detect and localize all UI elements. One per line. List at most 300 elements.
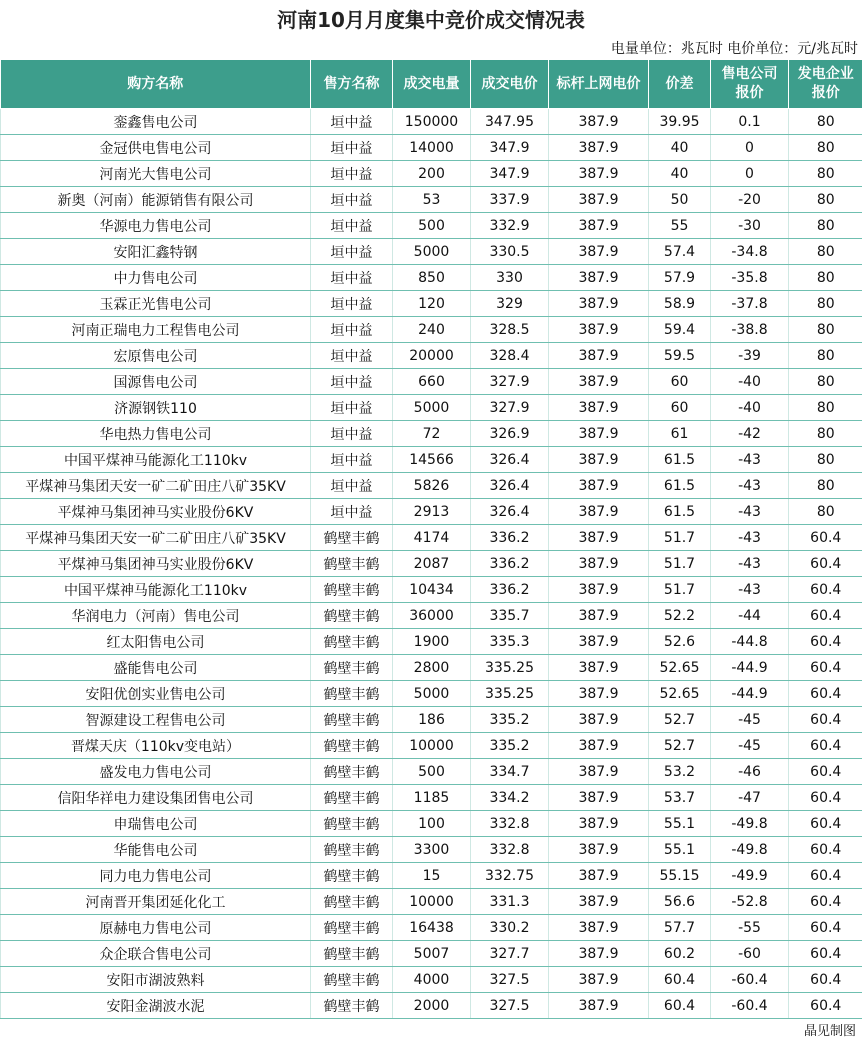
cell-volume: 4174 xyxy=(393,525,471,551)
cell-seller: 垣中益 xyxy=(311,421,393,447)
cell-spread: 60 xyxy=(649,369,711,395)
cell-spread: 59.5 xyxy=(649,343,711,369)
cell-buyer: 中国平煤神马能源化工110kv xyxy=(1,577,311,603)
cell-volume: 5007 xyxy=(393,941,471,967)
cell-buyer: 原赫电力售电公司 xyxy=(1,915,311,941)
cell-volume: 5000 xyxy=(393,681,471,707)
cell-benchmark: 387.9 xyxy=(549,187,649,213)
cell-volume: 15 xyxy=(393,863,471,889)
cell-generator-bid: 60.4 xyxy=(789,707,862,733)
cell-benchmark: 387.9 xyxy=(549,863,649,889)
cell-price: 347.9 xyxy=(471,135,549,161)
cell-generator-bid: 60.4 xyxy=(789,967,862,993)
header-generator-bid: 发电企业 报价 xyxy=(789,60,862,109)
cell-retailer-bid: -45 xyxy=(711,733,789,759)
cell-generator-bid: 80 xyxy=(789,109,862,135)
cell-price: 328.4 xyxy=(471,343,549,369)
cell-retailer-bid: -42 xyxy=(711,421,789,447)
cell-price: 336.2 xyxy=(471,525,549,551)
cell-price: 337.9 xyxy=(471,187,549,213)
cell-price: 332.8 xyxy=(471,811,549,837)
cell-seller: 垣中益 xyxy=(311,161,393,187)
cell-buyer: 申瑞售电公司 xyxy=(1,811,311,837)
cell-benchmark: 387.9 xyxy=(549,447,649,473)
cell-price: 335.2 xyxy=(471,707,549,733)
cell-price: 327.9 xyxy=(471,369,549,395)
cell-price: 330 xyxy=(471,265,549,291)
cell-benchmark: 387.9 xyxy=(549,395,649,421)
cell-retailer-bid: -44 xyxy=(711,603,789,629)
table-row xyxy=(1,473,862,499)
cell-price: 327.5 xyxy=(471,993,549,1019)
cell-seller: 鹤壁丰鹤 xyxy=(311,967,393,993)
cell-benchmark: 387.9 xyxy=(549,993,649,1019)
cell-price: 332.8 xyxy=(471,837,549,863)
cell-buyer: 众企联合售电公司 xyxy=(1,941,311,967)
cell-volume: 1185 xyxy=(393,785,471,811)
cell-generator-bid: 60.4 xyxy=(789,525,862,551)
cell-spread: 51.7 xyxy=(649,577,711,603)
cell-price: 335.25 xyxy=(471,655,549,681)
cell-retailer-bid: 0.1 xyxy=(711,109,789,135)
cell-retailer-bid: 0 xyxy=(711,161,789,187)
table-row xyxy=(1,239,862,265)
cell-seller: 鹤壁丰鹤 xyxy=(311,525,393,551)
cell-retailer-bid: -43 xyxy=(711,473,789,499)
cell-retailer-bid: -40 xyxy=(711,369,789,395)
cell-buyer: 信阳华祥电力建设集团售电公司 xyxy=(1,785,311,811)
cell-retailer-bid: -44.9 xyxy=(711,655,789,681)
cell-benchmark: 387.9 xyxy=(549,265,649,291)
cell-generator-bid: 60.4 xyxy=(789,759,862,785)
cell-seller: 垣中益 xyxy=(311,317,393,343)
cell-retailer-bid: -60 xyxy=(711,941,789,967)
cell-spread: 52.65 xyxy=(649,681,711,707)
cell-benchmark: 387.9 xyxy=(549,343,649,369)
cell-benchmark: 387.9 xyxy=(549,733,649,759)
cell-volume: 20000 xyxy=(393,343,471,369)
cell-seller: 鹤壁丰鹤 xyxy=(311,759,393,785)
cell-retailer-bid: -43 xyxy=(711,499,789,525)
cell-retailer-bid: -60.4 xyxy=(711,967,789,993)
cell-spread: 57.7 xyxy=(649,915,711,941)
cell-retailer-bid: -34.8 xyxy=(711,239,789,265)
cell-benchmark: 387.9 xyxy=(549,369,649,395)
header-retailer-bid: 售电公司 报价 xyxy=(711,60,789,109)
cell-buyer: 平煤神马集团天安一矿二矿田庄八矿35KV xyxy=(1,525,311,551)
cell-volume: 36000 xyxy=(393,603,471,629)
table-row xyxy=(1,421,862,447)
table-body xyxy=(1,109,862,1019)
cell-price: 331.3 xyxy=(471,889,549,915)
cell-retailer-bid: -30 xyxy=(711,213,789,239)
table-row xyxy=(1,499,862,525)
cell-retailer-bid: -52.8 xyxy=(711,889,789,915)
cell-price: 332.75 xyxy=(471,863,549,889)
cell-volume: 200 xyxy=(393,161,471,187)
table-row xyxy=(1,941,862,967)
table-row xyxy=(1,447,862,473)
cell-spread: 56.6 xyxy=(649,889,711,915)
cell-buyer: 智源建设工程售电公司 xyxy=(1,707,311,733)
cell-price: 326.9 xyxy=(471,421,549,447)
cell-benchmark: 387.9 xyxy=(549,655,649,681)
table-row xyxy=(1,681,862,707)
cell-retailer-bid: -49.8 xyxy=(711,811,789,837)
cell-benchmark: 387.9 xyxy=(549,941,649,967)
cell-buyer: 安阳优创实业售电公司 xyxy=(1,681,311,707)
cell-benchmark: 387.9 xyxy=(549,551,649,577)
cell-seller: 鹤壁丰鹤 xyxy=(311,603,393,629)
table-row xyxy=(1,525,862,551)
cell-seller: 鹤壁丰鹤 xyxy=(311,577,393,603)
cell-seller: 垣中益 xyxy=(311,499,393,525)
table-row xyxy=(1,135,862,161)
cell-spread: 52.65 xyxy=(649,655,711,681)
table-row xyxy=(1,993,862,1019)
header-buyer: 购方名称 xyxy=(1,60,311,109)
cell-benchmark: 387.9 xyxy=(549,967,649,993)
cell-retailer-bid: -46 xyxy=(711,759,789,785)
cell-seller: 垣中益 xyxy=(311,239,393,265)
table-row xyxy=(1,343,862,369)
cell-volume: 10000 xyxy=(393,889,471,915)
cell-buyer: 安阳市湖波熟料 xyxy=(1,967,311,993)
cell-buyer: 新奥（河南）能源销售有限公司 xyxy=(1,187,311,213)
table-row xyxy=(1,291,862,317)
cell-benchmark: 387.9 xyxy=(549,525,649,551)
cell-price: 335.2 xyxy=(471,733,549,759)
cell-volume: 2800 xyxy=(393,655,471,681)
unit-note: 电量单位：兆瓦时 电价单位：元/兆瓦时 xyxy=(0,38,862,60)
cell-retailer-bid: -49.9 xyxy=(711,863,789,889)
cell-generator-bid: 80 xyxy=(789,499,862,525)
cell-spread: 57.4 xyxy=(649,239,711,265)
cell-seller: 垣中益 xyxy=(311,135,393,161)
cell-buyer: 安阳金湖波水泥 xyxy=(1,993,311,1019)
cell-benchmark: 387.9 xyxy=(549,239,649,265)
cell-retailer-bid: -43 xyxy=(711,577,789,603)
table-row xyxy=(1,395,862,421)
cell-generator-bid: 80 xyxy=(789,265,862,291)
cell-retailer-bid: -20 xyxy=(711,187,789,213)
cell-benchmark: 387.9 xyxy=(549,707,649,733)
header-volume: 成交电量 xyxy=(393,60,471,109)
cell-volume: 120 xyxy=(393,291,471,317)
cell-seller: 垣中益 xyxy=(311,447,393,473)
cell-volume: 72 xyxy=(393,421,471,447)
header-row xyxy=(1,60,862,109)
cell-generator-bid: 60.4 xyxy=(789,811,862,837)
cell-buyer: 玉霖正光售电公司 xyxy=(1,291,311,317)
cell-buyer: 华源电力售电公司 xyxy=(1,213,311,239)
table-row xyxy=(1,811,862,837)
cell-retailer-bid: -37.8 xyxy=(711,291,789,317)
cell-buyer: 盛能售电公司 xyxy=(1,655,311,681)
table-row xyxy=(1,863,862,889)
cell-volume: 14566 xyxy=(393,447,471,473)
cell-buyer: 盛发电力售电公司 xyxy=(1,759,311,785)
table-row xyxy=(1,733,862,759)
table-row xyxy=(1,785,862,811)
cell-spread: 51.7 xyxy=(649,525,711,551)
cell-volume: 3300 xyxy=(393,837,471,863)
cell-spread: 60.2 xyxy=(649,941,711,967)
cell-generator-bid: 80 xyxy=(789,447,862,473)
header-seller: 售方名称 xyxy=(311,60,393,109)
cell-retailer-bid: -43 xyxy=(711,447,789,473)
cell-generator-bid: 60.4 xyxy=(789,785,862,811)
cell-buyer: 平煤神马集团天安一矿二矿田庄八矿35KV xyxy=(1,473,311,499)
cell-benchmark: 387.9 xyxy=(549,759,649,785)
header-benchmark: 标杆上网电价 xyxy=(549,60,649,109)
table-row xyxy=(1,707,862,733)
cell-seller: 鹤壁丰鹤 xyxy=(311,811,393,837)
cell-retailer-bid: -45 xyxy=(711,707,789,733)
cell-buyer: 河南正瑞电力工程售电公司 xyxy=(1,317,311,343)
cell-benchmark: 387.9 xyxy=(549,603,649,629)
cell-spread: 60.4 xyxy=(649,993,711,1019)
cell-volume: 100 xyxy=(393,811,471,837)
cell-spread: 53.7 xyxy=(649,785,711,811)
cell-price: 326.4 xyxy=(471,499,549,525)
table-header xyxy=(1,60,862,109)
cell-generator-bid: 80 xyxy=(789,291,862,317)
cell-buyer: 济源钢铁110 xyxy=(1,395,311,421)
cell-benchmark: 387.9 xyxy=(549,889,649,915)
cell-buyer: 平煤神马集团神马实业股份6KV xyxy=(1,499,311,525)
cell-spread: 39.95 xyxy=(649,109,711,135)
cell-buyer: 河南光大售电公司 xyxy=(1,161,311,187)
page-title: 河南10月月度集中竞价成交情况表 xyxy=(0,0,862,38)
cell-spread: 60.4 xyxy=(649,967,711,993)
cell-seller: 鹤壁丰鹤 xyxy=(311,733,393,759)
cell-seller: 鹤壁丰鹤 xyxy=(311,551,393,577)
cell-volume: 240 xyxy=(393,317,471,343)
table-row xyxy=(1,603,862,629)
cell-price: 334.2 xyxy=(471,785,549,811)
cell-price: 336.2 xyxy=(471,551,549,577)
cell-volume: 186 xyxy=(393,707,471,733)
cell-volume: 14000 xyxy=(393,135,471,161)
table-row xyxy=(1,655,862,681)
cell-benchmark: 387.9 xyxy=(549,915,649,941)
cell-volume: 10000 xyxy=(393,733,471,759)
cell-volume: 10434 xyxy=(393,577,471,603)
cell-benchmark: 387.9 xyxy=(549,811,649,837)
cell-benchmark: 387.9 xyxy=(549,837,649,863)
cell-benchmark: 387.9 xyxy=(549,109,649,135)
cell-seller: 鹤壁丰鹤 xyxy=(311,837,393,863)
cell-generator-bid: 80 xyxy=(789,213,862,239)
cell-price: 330.2 xyxy=(471,915,549,941)
cell-benchmark: 387.9 xyxy=(549,213,649,239)
cell-retailer-bid: -60.4 xyxy=(711,993,789,1019)
cell-price: 335.25 xyxy=(471,681,549,707)
cell-generator-bid: 60.4 xyxy=(789,551,862,577)
credit-note: 晶见制图 xyxy=(0,1019,862,1045)
cell-spread: 55.1 xyxy=(649,837,711,863)
table-row xyxy=(1,551,862,577)
cell-volume: 5826 xyxy=(393,473,471,499)
cell-benchmark: 387.9 xyxy=(549,317,649,343)
cell-benchmark: 387.9 xyxy=(549,161,649,187)
cell-buyer: 中力售电公司 xyxy=(1,265,311,291)
table-row xyxy=(1,629,862,655)
cell-seller: 鹤壁丰鹤 xyxy=(311,681,393,707)
cell-volume: 660 xyxy=(393,369,471,395)
table-row xyxy=(1,837,862,863)
cell-spread: 51.7 xyxy=(649,551,711,577)
cell-benchmark: 387.9 xyxy=(549,473,649,499)
table-row xyxy=(1,967,862,993)
cell-seller: 垣中益 xyxy=(311,395,393,421)
cell-buyer: 华电热力售电公司 xyxy=(1,421,311,447)
cell-buyer: 宏原售电公司 xyxy=(1,343,311,369)
cell-retailer-bid: 0 xyxy=(711,135,789,161)
cell-spread: 52.7 xyxy=(649,733,711,759)
cell-price: 329 xyxy=(471,291,549,317)
cell-benchmark: 387.9 xyxy=(549,577,649,603)
cell-buyer: 金冠供电售电公司 xyxy=(1,135,311,161)
cell-retailer-bid: -55 xyxy=(711,915,789,941)
cell-price: 330.5 xyxy=(471,239,549,265)
cell-volume: 16438 xyxy=(393,915,471,941)
cell-price: 334.7 xyxy=(471,759,549,785)
cell-generator-bid: 80 xyxy=(789,369,862,395)
cell-volume: 2913 xyxy=(393,499,471,525)
cell-seller: 鹤壁丰鹤 xyxy=(311,863,393,889)
cell-spread: 40 xyxy=(649,161,711,187)
cell-seller: 鹤壁丰鹤 xyxy=(311,889,393,915)
cell-generator-bid: 60.4 xyxy=(789,577,862,603)
cell-price: 347.9 xyxy=(471,161,549,187)
cell-generator-bid: 80 xyxy=(789,421,862,447)
cell-generator-bid: 80 xyxy=(789,187,862,213)
cell-generator-bid: 60.4 xyxy=(789,915,862,941)
cell-generator-bid: 60.4 xyxy=(789,837,862,863)
cell-seller: 垣中益 xyxy=(311,187,393,213)
cell-seller: 垣中益 xyxy=(311,343,393,369)
cell-retailer-bid: -43 xyxy=(711,525,789,551)
cell-spread: 53.2 xyxy=(649,759,711,785)
cell-price: 328.5 xyxy=(471,317,549,343)
cell-retailer-bid: -40 xyxy=(711,395,789,421)
cell-seller: 垣中益 xyxy=(311,473,393,499)
cell-volume: 850 xyxy=(393,265,471,291)
cell-buyer: 安阳汇鑫特钢 xyxy=(1,239,311,265)
table-row xyxy=(1,265,862,291)
cell-generator-bid: 80 xyxy=(789,239,862,265)
table-row xyxy=(1,369,862,395)
cell-volume: 5000 xyxy=(393,395,471,421)
cell-buyer: 河南晋开集团延化化工 xyxy=(1,889,311,915)
cell-seller: 鹤壁丰鹤 xyxy=(311,629,393,655)
cell-volume: 500 xyxy=(393,213,471,239)
cell-seller: 垣中益 xyxy=(311,369,393,395)
cell-price: 326.4 xyxy=(471,473,549,499)
cell-retailer-bid: -43 xyxy=(711,551,789,577)
cell-spread: 61 xyxy=(649,421,711,447)
cell-buyer: 国源售电公司 xyxy=(1,369,311,395)
cell-benchmark: 387.9 xyxy=(549,681,649,707)
cell-generator-bid: 60.4 xyxy=(789,655,862,681)
cell-price: 326.4 xyxy=(471,447,549,473)
cell-volume: 150000 xyxy=(393,109,471,135)
cell-seller: 鹤壁丰鹤 xyxy=(311,785,393,811)
cell-benchmark: 387.9 xyxy=(549,499,649,525)
cell-generator-bid: 80 xyxy=(789,317,862,343)
cell-buyer: 华能售电公司 xyxy=(1,837,311,863)
cell-seller: 垣中益 xyxy=(311,109,393,135)
cell-spread: 55.1 xyxy=(649,811,711,837)
cell-spread: 55.15 xyxy=(649,863,711,889)
cell-buyer: 晋煤天庆（110kv变电站） xyxy=(1,733,311,759)
cell-buyer: 銮鑫售电公司 xyxy=(1,109,311,135)
cell-benchmark: 387.9 xyxy=(549,785,649,811)
cell-price: 327.7 xyxy=(471,941,549,967)
cell-price: 335.7 xyxy=(471,603,549,629)
cell-volume: 1900 xyxy=(393,629,471,655)
cell-spread: 61.5 xyxy=(649,473,711,499)
cell-price: 332.9 xyxy=(471,213,549,239)
cell-spread: 52.2 xyxy=(649,603,711,629)
cell-generator-bid: 60.4 xyxy=(789,889,862,915)
cell-price: 335.3 xyxy=(471,629,549,655)
table-row xyxy=(1,889,862,915)
cell-benchmark: 387.9 xyxy=(549,135,649,161)
cell-spread: 60 xyxy=(649,395,711,421)
table-row xyxy=(1,577,862,603)
cell-retailer-bid: -44.8 xyxy=(711,629,789,655)
cell-benchmark: 387.9 xyxy=(549,629,649,655)
table-row xyxy=(1,317,862,343)
table-row xyxy=(1,213,862,239)
header-spread: 价差 xyxy=(649,60,711,109)
cell-buyer: 同力电力售电公司 xyxy=(1,863,311,889)
cell-volume: 500 xyxy=(393,759,471,785)
cell-generator-bid: 60.4 xyxy=(789,603,862,629)
cell-seller: 垣中益 xyxy=(311,265,393,291)
cell-generator-bid: 60.4 xyxy=(789,681,862,707)
cell-spread: 52.6 xyxy=(649,629,711,655)
cell-generator-bid: 80 xyxy=(789,161,862,187)
cell-benchmark: 387.9 xyxy=(549,291,649,317)
cell-buyer: 红太阳售电公司 xyxy=(1,629,311,655)
cell-spread: 61.5 xyxy=(649,499,711,525)
cell-generator-bid: 80 xyxy=(789,343,862,369)
cell-spread: 57.9 xyxy=(649,265,711,291)
cell-buyer: 平煤神马集团神马实业股份6KV xyxy=(1,551,311,577)
cell-benchmark: 387.9 xyxy=(549,421,649,447)
cell-retailer-bid: -38.8 xyxy=(711,317,789,343)
cell-volume: 4000 xyxy=(393,967,471,993)
transaction-table xyxy=(0,60,862,1019)
cell-volume: 2087 xyxy=(393,551,471,577)
cell-spread: 55 xyxy=(649,213,711,239)
cell-buyer: 中国平煤神马能源化工110kv xyxy=(1,447,311,473)
cell-generator-bid: 60.4 xyxy=(789,629,862,655)
cell-generator-bid: 60.4 xyxy=(789,941,862,967)
cell-volume: 2000 xyxy=(393,993,471,1019)
cell-price: 336.2 xyxy=(471,577,549,603)
table-row xyxy=(1,109,862,135)
cell-generator-bid: 80 xyxy=(789,135,862,161)
cell-generator-bid: 80 xyxy=(789,473,862,499)
cell-seller: 鹤壁丰鹤 xyxy=(311,993,393,1019)
cell-retailer-bid: -49.8 xyxy=(711,837,789,863)
cell-retailer-bid: -35.8 xyxy=(711,265,789,291)
